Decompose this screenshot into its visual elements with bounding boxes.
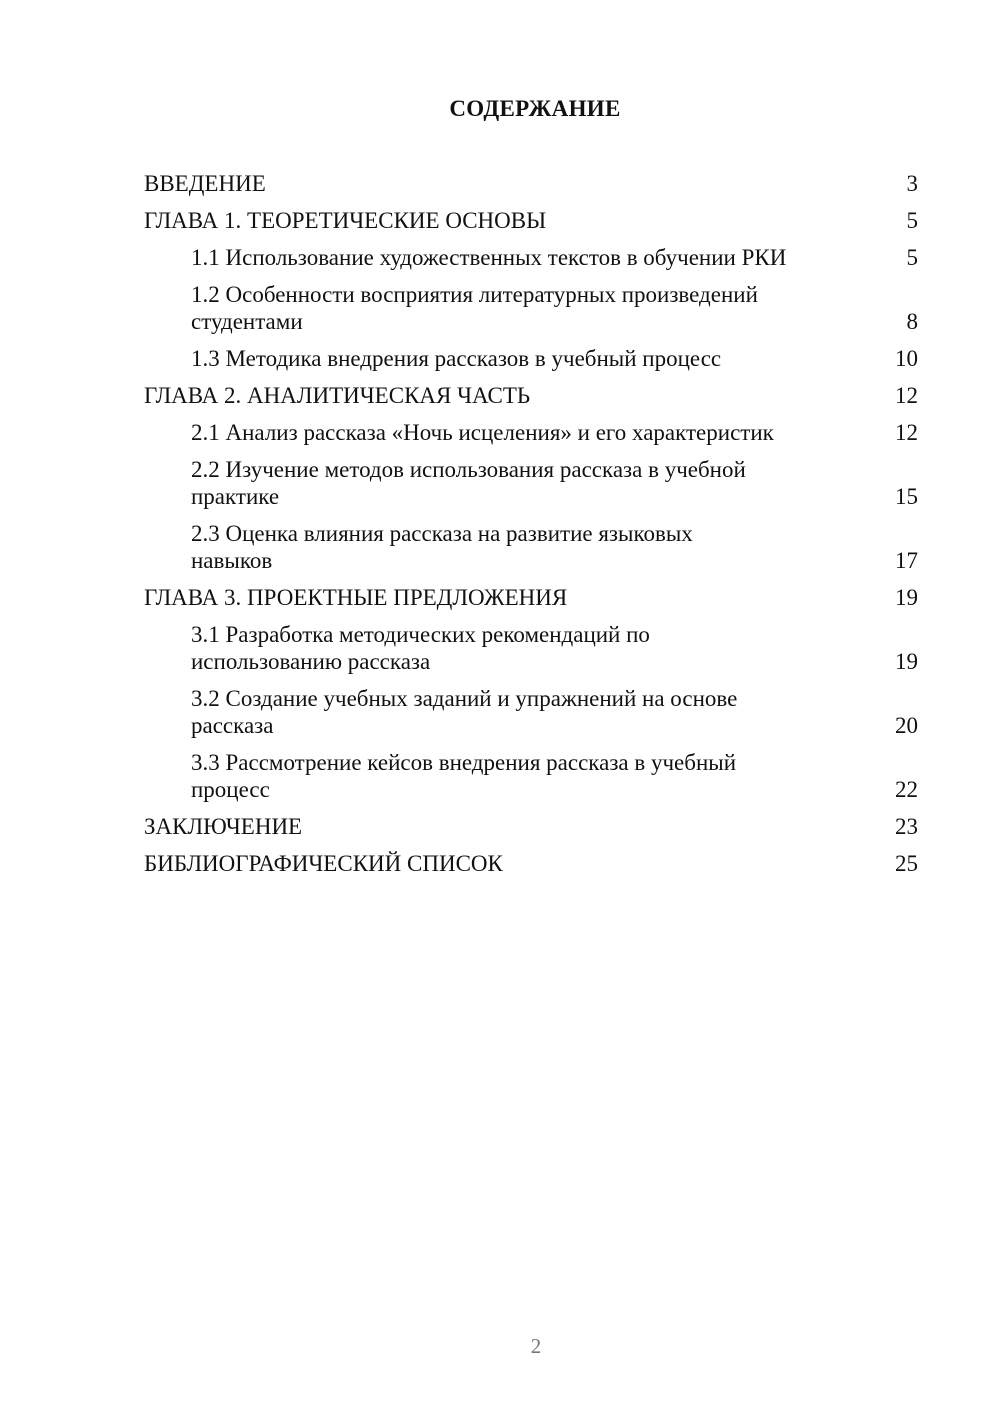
- toc-entry-text: 3.1 Разработка методических рекомендаций по использованию рассказа: [191, 622, 650, 674]
- toc-entry-section-2-2[interactable]: [144, 456, 918, 510]
- toc-entry-text: ВВЕДЕНИЕ: [144, 171, 266, 196]
- toc-entry-text: 1.2 Особенности восприятия литературных произведений студентами: [191, 282, 758, 334]
- toc-entry-text: ЗАКЛЮЧЕНИЕ: [144, 814, 303, 839]
- toc-entry-bibliography[interactable]: [144, 850, 918, 877]
- toc-entry-section-3-1[interactable]: [144, 621, 918, 675]
- toc-entry-section-1-3[interactable]: [144, 345, 918, 372]
- toc-entry-text: ГЛАВА 1. ТЕОРЕТИЧЕСКИЕ ОСНОВЫ: [144, 208, 547, 233]
- page-number: 2: [530, 1334, 542, 1358]
- toc-entry-text: 3.3 Рассмотрение кейсов внедрения рассказа в учебный процесс: [191, 750, 737, 802]
- toc-entry-page: 22: [895, 777, 918, 802]
- toc-entry-page: 5: [906, 245, 918, 270]
- toc-entry-text: 2.2 Изучение методов использования рассказа в учебной практике: [191, 457, 746, 509]
- toc-entry-page: 23: [895, 814, 918, 839]
- toc-entry-page: 17: [895, 548, 918, 573]
- table-of-contents: [144, 170, 918, 877]
- toc-entry-text: 1.3 Методика внедрения рассказов в учебный процесс: [191, 346, 722, 371]
- toc-entry-page: 12: [895, 383, 918, 408]
- toc-entry-page: 20: [895, 713, 918, 738]
- toc-entry-page: 15: [895, 484, 918, 509]
- toc-entry-chapter-3[interactable]: [144, 584, 918, 611]
- toc-entry-section-2-1[interactable]: [144, 419, 918, 446]
- toc-entry-section-2-3[interactable]: [144, 520, 918, 574]
- toc-entry-chapter-1[interactable]: [144, 207, 918, 234]
- toc-entry-text: БИБЛИОГРАФИЧЕСКИЙ СПИСОК: [144, 851, 503, 876]
- toc-entry-page: 12: [895, 420, 918, 445]
- page-title: СОДЕРЖАНИЕ: [449, 96, 621, 121]
- toc-entry-page: 19: [895, 649, 918, 674]
- toc-entry-page: 19: [895, 585, 918, 610]
- toc-entry-page: 8: [906, 309, 918, 334]
- toc-entry-section-3-3[interactable]: [144, 749, 918, 803]
- toc-entry-section-1-2[interactable]: [144, 281, 918, 335]
- toc-entry-section-3-2[interactable]: [144, 685, 918, 739]
- toc-entry-text: 2.1 Анализ рассказа «Ночь исцеления» и его характеристик: [191, 420, 774, 445]
- toc-entry-conclusion[interactable]: [144, 813, 918, 840]
- toc-entry-section-1-1[interactable]: [144, 244, 918, 271]
- toc-entry-text: 2.3 Оценка влияния рассказа на развитие языковых навыков: [191, 521, 693, 573]
- toc-entry-chapter-2[interactable]: [144, 382, 918, 409]
- toc-entry-page: 3: [906, 171, 918, 196]
- toc-entry-page: 5: [906, 208, 918, 233]
- toc-entry-text: 1.1 Использование художественных текстов в обучении РКИ: [191, 245, 787, 270]
- toc-entry-page: 25: [895, 851, 918, 876]
- toc-entry-page: 10: [895, 346, 918, 371]
- toc-entry-introduction[interactable]: [144, 170, 918, 197]
- toc-entry-text: ГЛАВА 2. АНАЛИТИЧЕСКАЯ ЧАСТЬ: [144, 383, 531, 408]
- toc-entry-text: ГЛАВА 3. ПРОЕКТНЫЕ ПРЕДЛОЖЕНИЯ: [144, 585, 568, 610]
- toc-entry-text: 3.2 Создание учебных заданий и упражнений на основе рассказа: [191, 686, 738, 738]
